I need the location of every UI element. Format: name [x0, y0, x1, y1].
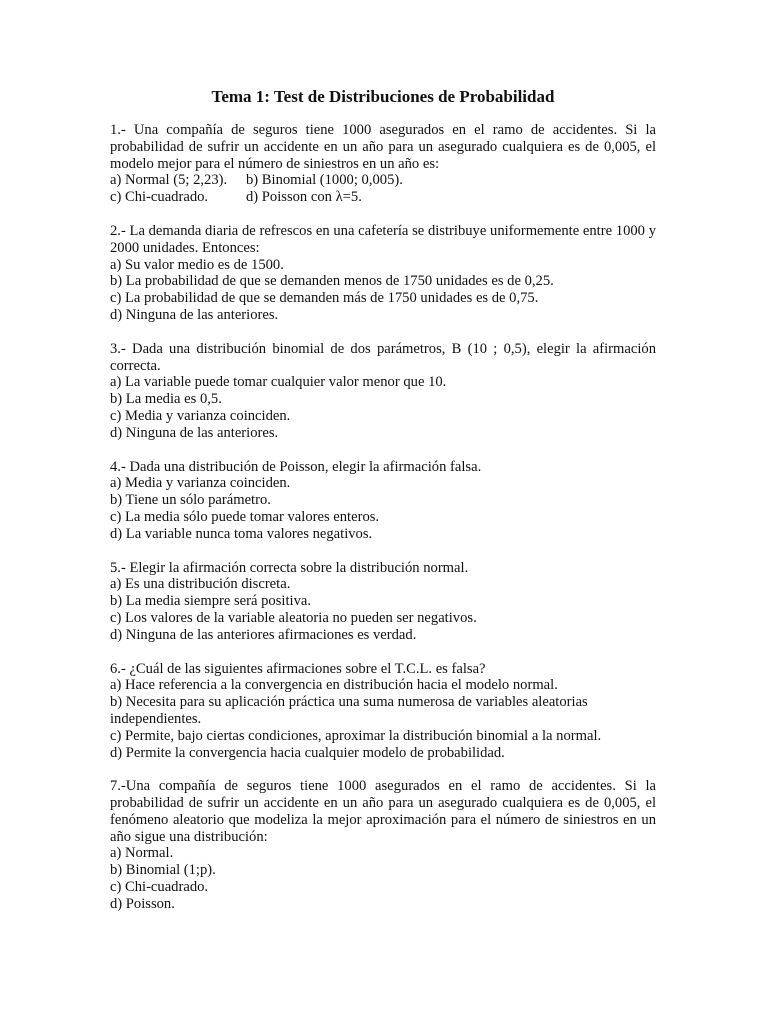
option-c: c) La probabilidad de que se demanden más de 1750 unidades es de 0,75. — [110, 290, 539, 307]
question-stem: 4.- Dada una distribución de Poisson, elegir la afirmación falsa. — [110, 458, 482, 475]
question-stem: 2.- La demanda diaria de refrescos en una cafetería se distribuye uniformemente entre 1000 y 2000 unidades. Entonces: — [110, 222, 656, 256]
question-1 — [110, 122, 656, 206]
option-d: d) Ninguna de las anteriores afirmaciones es verdad. — [110, 626, 417, 643]
option-c: c) Chi-cuadrado. — [110, 189, 209, 206]
question-stem: 7.-Una compañía de seguros tiene 1000 asegurados en el ramo de accidentes. Si la probabilidad de sufrir un accidente en un año para un asegurado cualquiera es de 0,005, el fenómeno aleatorio que modeliza la mejor aproximación para el número de siniestros en un año sigue una distribución: — [110, 778, 656, 845]
question-stem: 1.- Una compañía de seguros tiene 1000 asegurados en el ramo de accidentes. Si la probabilidad de sufrir un accidente en un año para un asegurado cualquiera es de 0,005, el modelo mejor para el número de siniestros en un año es: — [110, 122, 656, 172]
option-a: a) Es una distribución discreta. — [110, 576, 291, 593]
question-4 — [110, 459, 656, 543]
question-6 — [110, 661, 656, 762]
option-row — [110, 172, 656, 189]
option-d: d) Permite la convergencia hacia cualquier modelo de probabilidad. — [110, 744, 505, 761]
option-b: b) La probabilidad de que se demanden menos de 1750 unidades es de 0,25. — [110, 273, 554, 290]
option-a: a) Media y varianza coinciden. — [110, 475, 291, 492]
option-b: b) Binomial (1;p). — [110, 862, 216, 879]
question-stem: 6.- ¿Cuál de las siguientes afirmaciones sobre el T.C.L. es falsa? — [110, 660, 486, 677]
question-7 — [110, 778, 656, 912]
question-5 — [110, 560, 656, 644]
question-3 — [110, 341, 656, 442]
option-c: c) Chi-cuadrado. — [110, 879, 209, 896]
option-row — [110, 189, 656, 206]
option-b: b) Binomial (1000; 0,005). — [246, 172, 403, 189]
option-c: c) Los valores de la variable aleatoria no pueden ser negativos. — [110, 609, 477, 626]
document-page — [110, 86, 656, 930]
option-a: a) Normal (5; 2,23). — [110, 172, 228, 189]
option-a: a) Su valor medio es de 1500. — [110, 256, 284, 273]
option-b: b) La media siempre será positiva. — [110, 593, 311, 610]
question-2 — [110, 223, 656, 324]
option-d: d) Ninguna de las anteriores. — [110, 424, 279, 441]
option-d: d) Poisson. — [110, 895, 175, 912]
option-c: c) Permite, bajo ciertas condiciones, aproximar la distribución binomial a la normal. — [110, 727, 602, 744]
option-d: d) La variable nunca toma valores negativos. — [110, 525, 373, 542]
option-b: b) Tiene un sólo parámetro. — [110, 492, 271, 509]
option-c: c) Media y varianza coinciden. — [110, 407, 291, 424]
question-stem: 5.- Elegir la afirmación correcta sobre la distribución normal. — [110, 559, 469, 576]
option-a: a) Hace referencia a la convergencia en distribución hacia el modelo normal. — [110, 677, 558, 694]
option-a: a) Normal. — [110, 845, 174, 862]
option-d: d) Poisson con λ=5. — [246, 189, 362, 206]
option-a: a) La variable puede tomar cualquier valor menor que 10. — [110, 374, 447, 391]
option-b: b) La media es 0,5. — [110, 391, 222, 408]
option-c: c) La media sólo puede tomar valores enteros. — [110, 508, 380, 525]
page-title: Tema 1: Test de Distribuciones de Probabilidad — [211, 87, 555, 106]
option-d: d) Ninguna de las anteriores. — [110, 306, 279, 323]
option-b: b) Necesita para su aplicación práctica una suma numerosa de variables aleatorias independientes. — [110, 694, 588, 727]
question-stem: 3.- Dada una distribución binomial de dos parámetros, B (10 ; 0,5), elegir la afirmación correcta. — [110, 340, 656, 374]
